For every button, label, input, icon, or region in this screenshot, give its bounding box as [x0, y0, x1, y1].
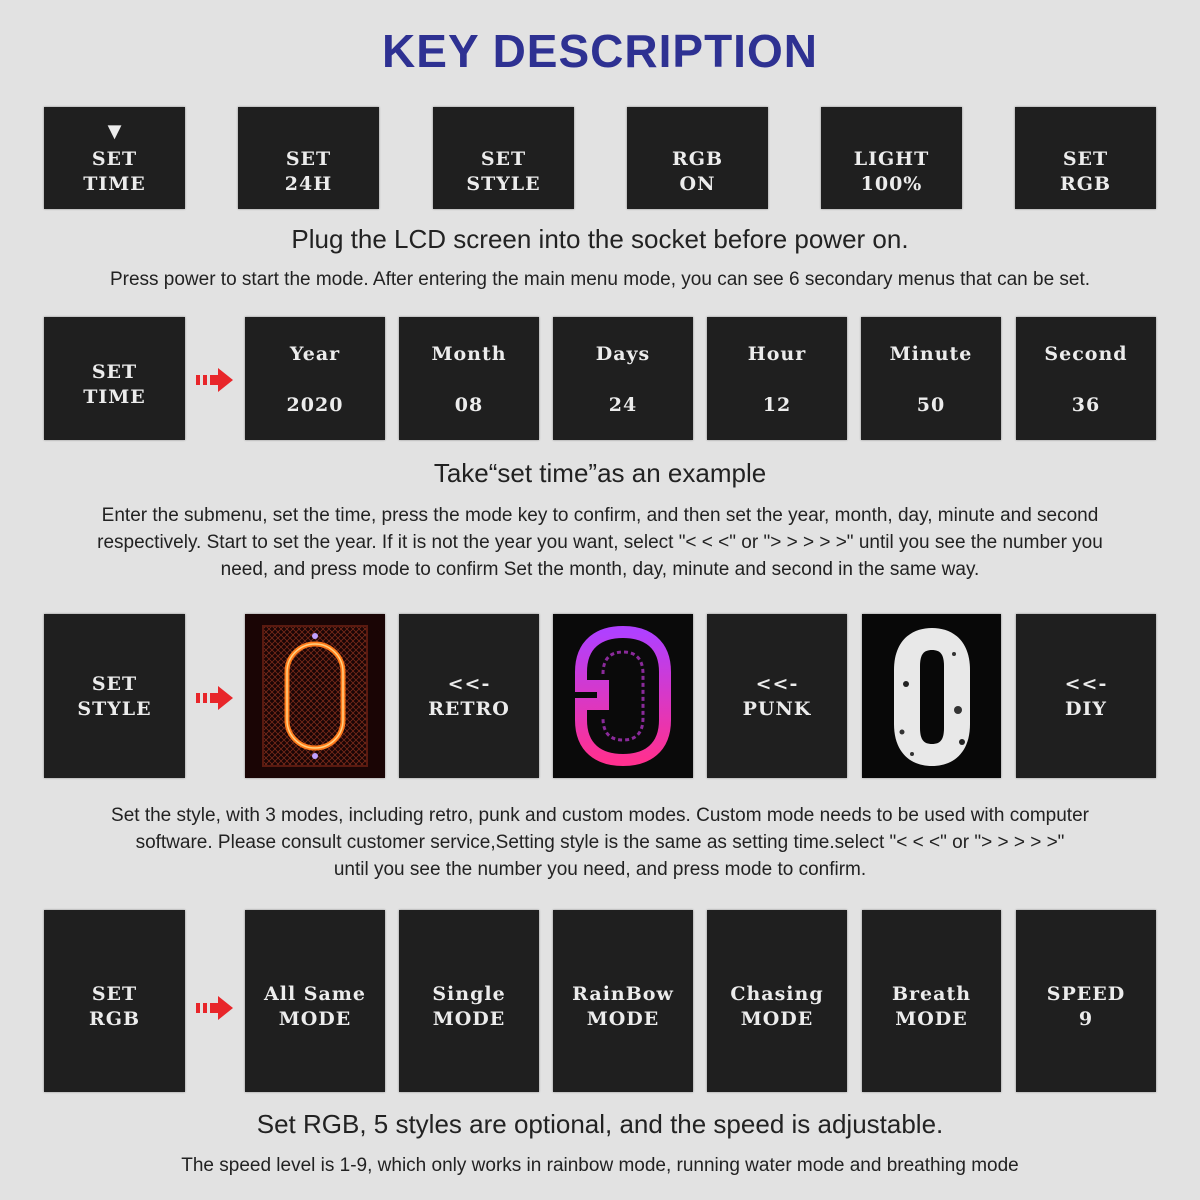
- key-label-line2: TIME: [83, 386, 146, 408]
- red-arrow-icon: [196, 366, 234, 394]
- key-label-line1: SET: [91, 983, 138, 1005]
- set-style-key[interactable]: [433, 107, 574, 209]
- all-same-mode-option[interactable]: [245, 910, 385, 1092]
- punk-digit-preview: [553, 614, 693, 778]
- setting-label: Month: [431, 343, 507, 365]
- retro-style-option[interactable]: [399, 614, 539, 778]
- setting-value: 08: [454, 394, 484, 416]
- setting-label: Minute: [889, 343, 973, 365]
- single-mode-option[interactable]: [399, 910, 539, 1092]
- year-setting[interactable]: [245, 317, 385, 440]
- option-label-line2: PUNK: [742, 698, 812, 720]
- key-label-line2: 24H: [284, 173, 333, 195]
- section-heading: Set RGB, 5 styles are optional, and the speed is adjustable.: [256, 1109, 944, 1139]
- key-label-line1: RGB: [671, 148, 724, 170]
- punk-style-option[interactable]: [707, 614, 847, 778]
- section-text-line: Set the style, with 3 modes, including retro, punk and custom modes. Custom mode needs to be used with computer: [111, 805, 1089, 826]
- key-label-line2: STYLE: [77, 698, 152, 720]
- option-label-line1: Single: [432, 983, 506, 1005]
- setting-label: Days: [595, 343, 651, 365]
- set-rgb-source-key: [44, 910, 185, 1092]
- diy-style-option[interactable]: [1016, 614, 1156, 778]
- rgb-on-key[interactable]: [627, 107, 768, 209]
- key-label-line1: SET: [91, 361, 138, 383]
- diy-digit-preview: [862, 614, 1001, 778]
- red-arrow-icon: [196, 684, 234, 712]
- section-text: Press power to start the mode. After entering the main menu mode, you can see 6 secondary menus that can be set.: [109, 269, 1091, 290]
- option-label-line2: RETRO: [428, 698, 510, 720]
- speed-option[interactable]: [1016, 910, 1156, 1092]
- option-label-line2: DIY: [1065, 698, 1107, 720]
- setting-value: 24: [608, 394, 638, 416]
- key-label-line2: RGB: [1059, 173, 1112, 195]
- section-text-line: respectively. Start to set the year. If it is not the year you want, select "< < <" or "> > > > >" until you see the number you: [97, 532, 1103, 553]
- minute-setting[interactable]: [861, 317, 1001, 440]
- option-label-line1: RainBow: [572, 983, 674, 1005]
- days-setting[interactable]: [553, 317, 693, 440]
- section-text-line: software. Please consult customer service,Setting style is the same as setting time.select "< < <" or "> > > > >": [135, 832, 1065, 853]
- setting-label: Hour: [747, 343, 807, 365]
- chasing-mode-option[interactable]: [707, 910, 847, 1092]
- key-label-line1: LIGHT: [853, 148, 930, 170]
- setting-value: 36: [1071, 394, 1101, 416]
- key-label-line1: SET: [91, 673, 138, 695]
- option-label-line2: MODE: [895, 1008, 968, 1030]
- key-label-line1: SET: [285, 148, 332, 170]
- hour-setting[interactable]: [707, 317, 847, 440]
- key-label-line1: SET: [91, 148, 138, 170]
- month-setting[interactable]: [399, 317, 539, 440]
- section-text: The speed level is 1-9, which only works in rainbow mode, running water mode and breathing mode: [181, 1155, 1019, 1176]
- grunge-digit-icon: [862, 614, 1001, 778]
- option-label-line1: All Same: [263, 983, 367, 1005]
- key-label-line1: SET: [1062, 148, 1109, 170]
- setting-value: 50: [916, 394, 946, 416]
- rainbow-mode-option[interactable]: [553, 910, 693, 1092]
- option-label-line1: <<-: [755, 673, 799, 695]
- setting-label: Year: [289, 343, 341, 365]
- retro-nixie-preview: [245, 614, 385, 778]
- key-label-line2: RGB: [88, 1008, 141, 1030]
- key-label-line2: TIME: [83, 173, 146, 195]
- option-label-line1: SPEED: [1046, 983, 1126, 1005]
- setting-value: 12: [762, 394, 792, 416]
- selected-marker-icon: ▼: [107, 121, 122, 142]
- set-rgb-key[interactable]: [1015, 107, 1156, 209]
- option-label-line1: <<-: [447, 673, 491, 695]
- set-24h-key[interactable]: [238, 107, 379, 209]
- key-label-line2: ON: [679, 173, 716, 195]
- set-style-source-key: [44, 614, 185, 778]
- light-key[interactable]: [821, 107, 962, 209]
- set-time-key[interactable]: [44, 107, 185, 209]
- section-text-line: until you see the number you need, and press mode to confirm.: [333, 859, 867, 880]
- section-text-line: need, and press mode to confirm Set the month, day, minute and second in the same way.: [220, 559, 980, 580]
- option-label-line2: MODE: [586, 1008, 660, 1030]
- key-label-line1: SET: [480, 148, 527, 170]
- setting-value: 2020: [286, 394, 344, 416]
- nixie-tube-icon: [245, 614, 385, 778]
- red-arrow-icon: [196, 994, 234, 1022]
- key-label-line2: STYLE: [466, 173, 541, 195]
- setting-label: Second: [1044, 343, 1128, 365]
- punk-digit-icon: [553, 614, 693, 778]
- section-heading: Take“set time”as an example: [433, 458, 767, 488]
- key-label-line2: 100%: [860, 173, 923, 195]
- option-label-line2: MODE: [432, 1008, 506, 1030]
- option-label-line1: Chasing: [730, 983, 824, 1005]
- option-label-line2: MODE: [740, 1008, 814, 1030]
- option-label-line2: 9: [1078, 1008, 1094, 1030]
- breath-mode-option[interactable]: [862, 910, 1001, 1092]
- second-setting[interactable]: [1016, 317, 1156, 440]
- option-label-line1: <<-: [1064, 673, 1108, 695]
- section-heading: Plug the LCD screen into the socket before power on.: [291, 224, 909, 254]
- set-time-source-key: [44, 317, 185, 440]
- section-text-line: Enter the submenu, set the time, press the mode key to confirm, and then set the year, month, day, minute and second: [101, 505, 1099, 526]
- page-title: KEY DESCRIPTION: [382, 25, 818, 77]
- option-label-line2: MODE: [278, 1008, 352, 1030]
- option-label-line1: Breath: [891, 983, 972, 1005]
